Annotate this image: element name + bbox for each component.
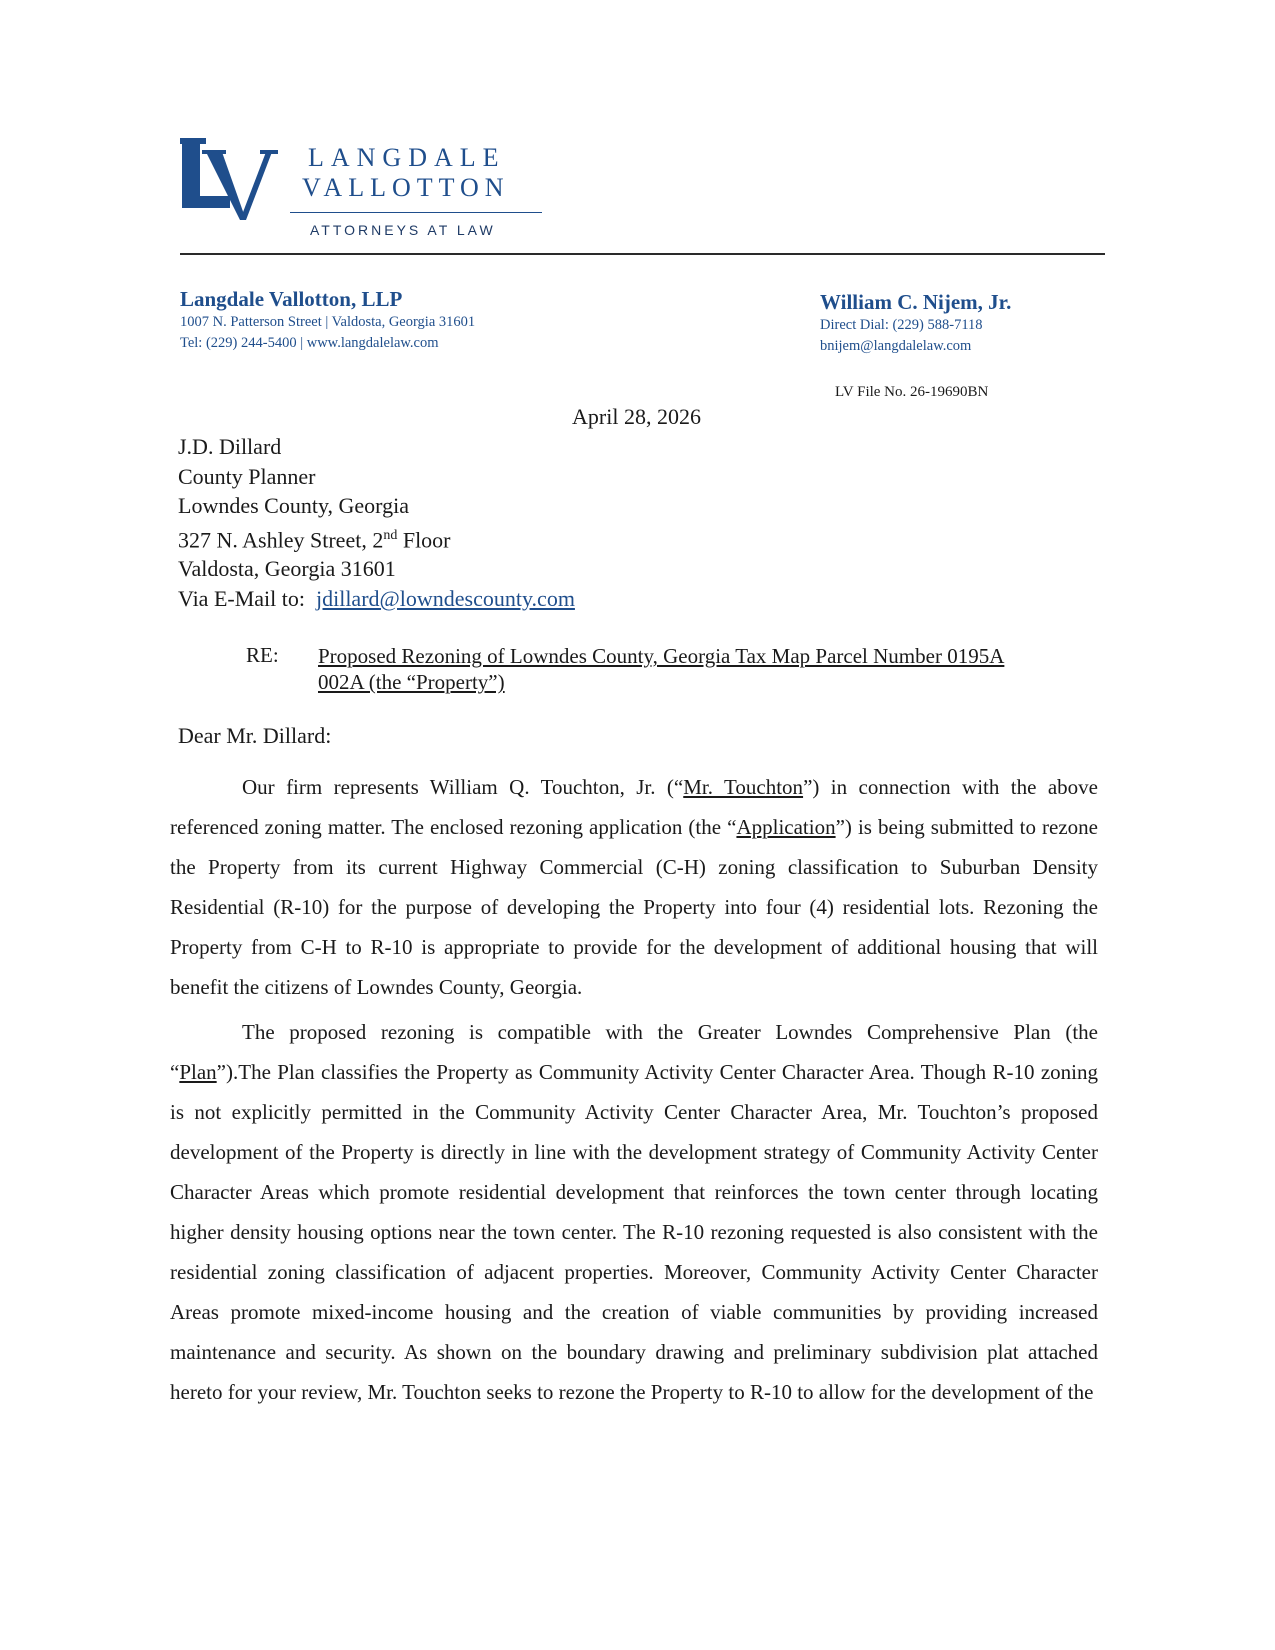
recipient-block [178, 432, 575, 613]
body-paragraph-2 [170, 1012, 1098, 1412]
recipient-street-suffix: nd [383, 527, 398, 543]
via-email-label: Via E-Mail to: [178, 585, 305, 611]
p1-text-b: ”) in connection with the above referenced zoning matter. The enclosed rezoning application (the “ [170, 775, 1098, 839]
attorney-block [820, 289, 1011, 357]
p1-text-c: ”) is being submitted to rezone the Property from its current Highway Commercial (C-H) zoning classification to Suburban Density Residential (R-10) for the purpose of developing the Property into four (4) residential lots. Rezoning the Property from C-H to R-10 is appropriate to provide for the development of additional housing that will benefit the citizens of Lowndes County, Georgia. [170, 815, 1098, 999]
logo-divider [290, 212, 542, 213]
p1-defined-term-1: Mr. Touchton [683, 775, 804, 799]
salutation: Dear Mr. Dillard: [178, 723, 332, 748]
recipient-street-floor: Floor [397, 526, 451, 552]
p2-text-a: The proposed rezoning is compatible with the Greater Lowndes Comprehensive Plan (the “ [170, 1020, 1098, 1084]
firm-tagline: ATTORNEYS AT LAW [310, 222, 496, 238]
attorney-name: William C. Nijem, Jr. [820, 290, 1012, 314]
file-number: LV File No. 26-19690BN [835, 384, 989, 400]
recipient-city: Valdosta, Georgia 31601 [178, 556, 396, 582]
attorney-email[interactable]: bnijem@langdalelaw.com [820, 338, 972, 354]
recipient-street [178, 521, 575, 555]
firm-legal-name: Langdale Vallotton, LLP [180, 287, 403, 311]
attorney-direct-dial: Direct Dial: (229) 588-7118 [820, 317, 983, 333]
p1-text-a: Our firm represents William Q. Touchton, Jr. (“ [242, 775, 684, 799]
firm-logo [180, 134, 280, 234]
p2-defined-term: Plan [179, 1060, 217, 1084]
firm-street-address: 1007 N. Patterson Street | Valdosta, Georgia 31601 [180, 314, 476, 330]
firm-address-block [180, 286, 475, 354]
recipient-street-number: 327 N. Ashley Street, 2 [178, 526, 384, 552]
recipient-email-line [178, 584, 575, 614]
p1-defined-term-2: Application [736, 815, 836, 839]
firm-name-line2: VALLOTTON [302, 173, 510, 202]
recipient-title: County Planner [178, 463, 316, 489]
letter-date: April 28, 2026 [572, 404, 701, 429]
firm-contact: Tel: (229) 244-5400 | www.langdalelaw.com [180, 335, 439, 351]
re-subject: Proposed Rezoning of Lowndes County, Georgia Tax Map Parcel Number 0195A 002A (the “Property”) [318, 644, 1005, 694]
firm-name-line1: LANGDALE [308, 143, 506, 172]
letterhead-rule [180, 253, 1105, 255]
recipient-email-link[interactable]: jdillard@lowndescounty.com [315, 585, 575, 611]
p2-text-b: ”).The Plan classifies the Property as Community Activity Center Character Area. Though R-10 zoning is not explicitly permitted in the Community Activity Center Character Area, Mr. Touchton’s proposed development of the Property is directly in line with the development strategy of Community Activity Center Character Areas which promote residential development that reinforces the town center through locating higher density housing options near the town center. The R-10 rezoning requested is also consistent with the residential zoning classification of adjacent properties. Moreover, Community Activity Center Character Areas promote mixed-income housing and the creation of viable communities by providing increased maintenance and security. As shown on the boundary drawing and preliminary subdivision plat attached hereto for your review, Mr. Touchton seeks to rezone the Property to R-10 to allow for the development of the [170, 1060, 1098, 1404]
recipient-name: J.D. Dillard [178, 434, 282, 459]
recipient-org: Lowndes County, Georgia [178, 493, 409, 518]
body-paragraph-1 [170, 767, 1098, 1007]
re-label: RE: [246, 643, 279, 667]
